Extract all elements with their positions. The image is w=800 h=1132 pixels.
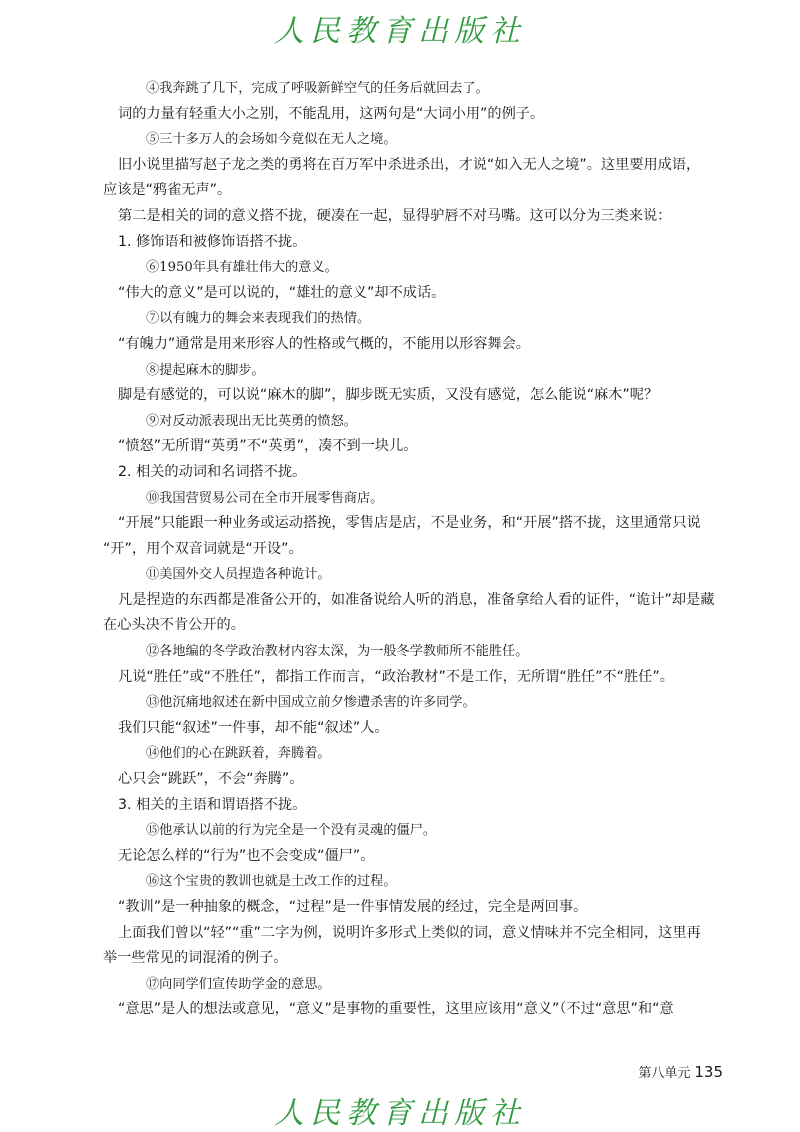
example-sentence: ④我奔跳了几下，完成了呼吸新鲜空气的任务后就回去了。 — [146, 81, 489, 96]
page-content — [103, 76, 723, 1023]
example-sentence: ⑭他们的心在跳跃着，奔腾着。 — [146, 746, 331, 762]
body-line: 脚是有感觉的，可以说“麻木的脚”，脚步既无实质，又没有感觉，怎么能说“麻木”呢？ — [118, 387, 659, 404]
body-line: 旧小说里描写赵子龙之类的勇将在百万军中杀进杀出，才说“如入无人之境”。这里要用成语， — [118, 156, 701, 173]
example-sentence: ⑰向同学们宣传助学金的意思。 — [146, 976, 331, 992]
body-line: 词的力量有轻重大小之别，不能乱用，这两句是“大词小用”的例子。 — [118, 105, 545, 122]
page-number: 135 — [694, 1063, 723, 1081]
publisher-watermark-bottom: 人民教育出版社 — [274, 1096, 526, 1131]
body-line: “愤怒”无所谓“英勇”不“英勇”，凑不到一块儿。 — [118, 438, 418, 455]
body-line: 我们只能“叙述”一件事，却不能“叙述”人。 — [118, 719, 389, 736]
unit-label: 第八单元 — [638, 1066, 691, 1081]
example-sentence: ⑯这个宝贵的教训也就是土改工作的过程。 — [146, 874, 397, 890]
body-line: 1. 修饰语和被修饰语搭不拢。 — [118, 233, 307, 250]
body-line: “教训”是一种抽象的概念，“过程”是一件事情发展的经过，完全是两回事。 — [118, 899, 588, 915]
body-line: “开”，用个双音词就是“开设”。 — [103, 540, 303, 557]
example-sentence: ⑥1950年具有雄壮伟大的意义。 — [146, 260, 338, 276]
example-sentence: ⑪美国外交人员捏造各种诡计。 — [146, 567, 331, 583]
example-sentence: ⑩我国营贸易公司在全市开展零售商店。 — [146, 490, 384, 506]
body-line: “意思”是人的想法或意见，“意义”是事物的重要性，这里应该用“意义”（不过“意思”和“意 — [118, 1001, 674, 1018]
example-sentence: ⑤三十多万人的会场如今竟似在无人之境。 — [146, 132, 397, 148]
body-line: 应该是“鸦雀无声”。 — [103, 182, 232, 199]
page-footer — [560, 1062, 723, 1081]
body-line: 心只会“跳跃”，不会“奔腾”。 — [118, 771, 304, 788]
body-line: 凡说“胜任”或“不胜任”，都指工作而言，“政治教材”不是工作，无所谓“胜任”不“胜任”。 — [118, 668, 674, 685]
example-sentence: ⑨对反动派表现出无比英勇的愤怒。 — [146, 413, 357, 429]
body-line: 上面我们曾以“轻”“重”二字为例，说明许多形式上类似的词，意义情味并不完全相同，这里再 — [118, 924, 701, 941]
example-sentence: ⑮他承认以前的行为完全是一个没有灵魂的僵尸。 — [146, 823, 437, 839]
body-line: “开展”只能跟一种业务或运动搭挽，零售店是店，不是业务，和“开展”搭不拢，这里通常只说 — [118, 515, 701, 532]
example-sentence: ⑫各地编的冬学政治教材内容太深，为一般冬学教师所不能胜任。 — [146, 644, 529, 660]
body-line: 在心头决不肯公开的。 — [103, 617, 245, 634]
body-line: 凡是捏造的东西都是准备公开的，如准备说给人听的消息，准备拿给人看的证件，“诡计”却是藏 — [118, 591, 715, 608]
body-line: 3. 相关的主语和谓语搭不拢。 — [118, 796, 307, 813]
example-sentence: ⑬他沉痛地叙述在新中国成立前夕惨遭杀害的许多同学。 — [146, 695, 476, 711]
example-sentence: ⑦以有魄力的舞会来表现我们的热情。 — [146, 311, 371, 327]
example-sentence: ⑧提起麻木的脚步。 — [146, 362, 265, 378]
body-line: 无论怎么样的“行为”也不会变成“僵尸”。 — [118, 847, 375, 864]
body-line: “伟大的意义”是可以说的，“雄壮的意义”却不成话。 — [118, 284, 446, 301]
body-line: 举一些常见的词混淆的例子。 — [103, 950, 288, 967]
body-line: 第二是相关的词的意义搭不拢，硬凑在一起，显得驴唇不对马嘴。这可以分为三类来说： — [118, 207, 672, 224]
body-line: “有魄力”通常是用来形容人的性格或气概的，不能用以形容舞会。 — [118, 335, 530, 352]
body-line: 2. 相关的动词和名词搭不拢。 — [118, 463, 307, 480]
publisher-watermark-top: 人民教育出版社 — [274, 14, 526, 49]
